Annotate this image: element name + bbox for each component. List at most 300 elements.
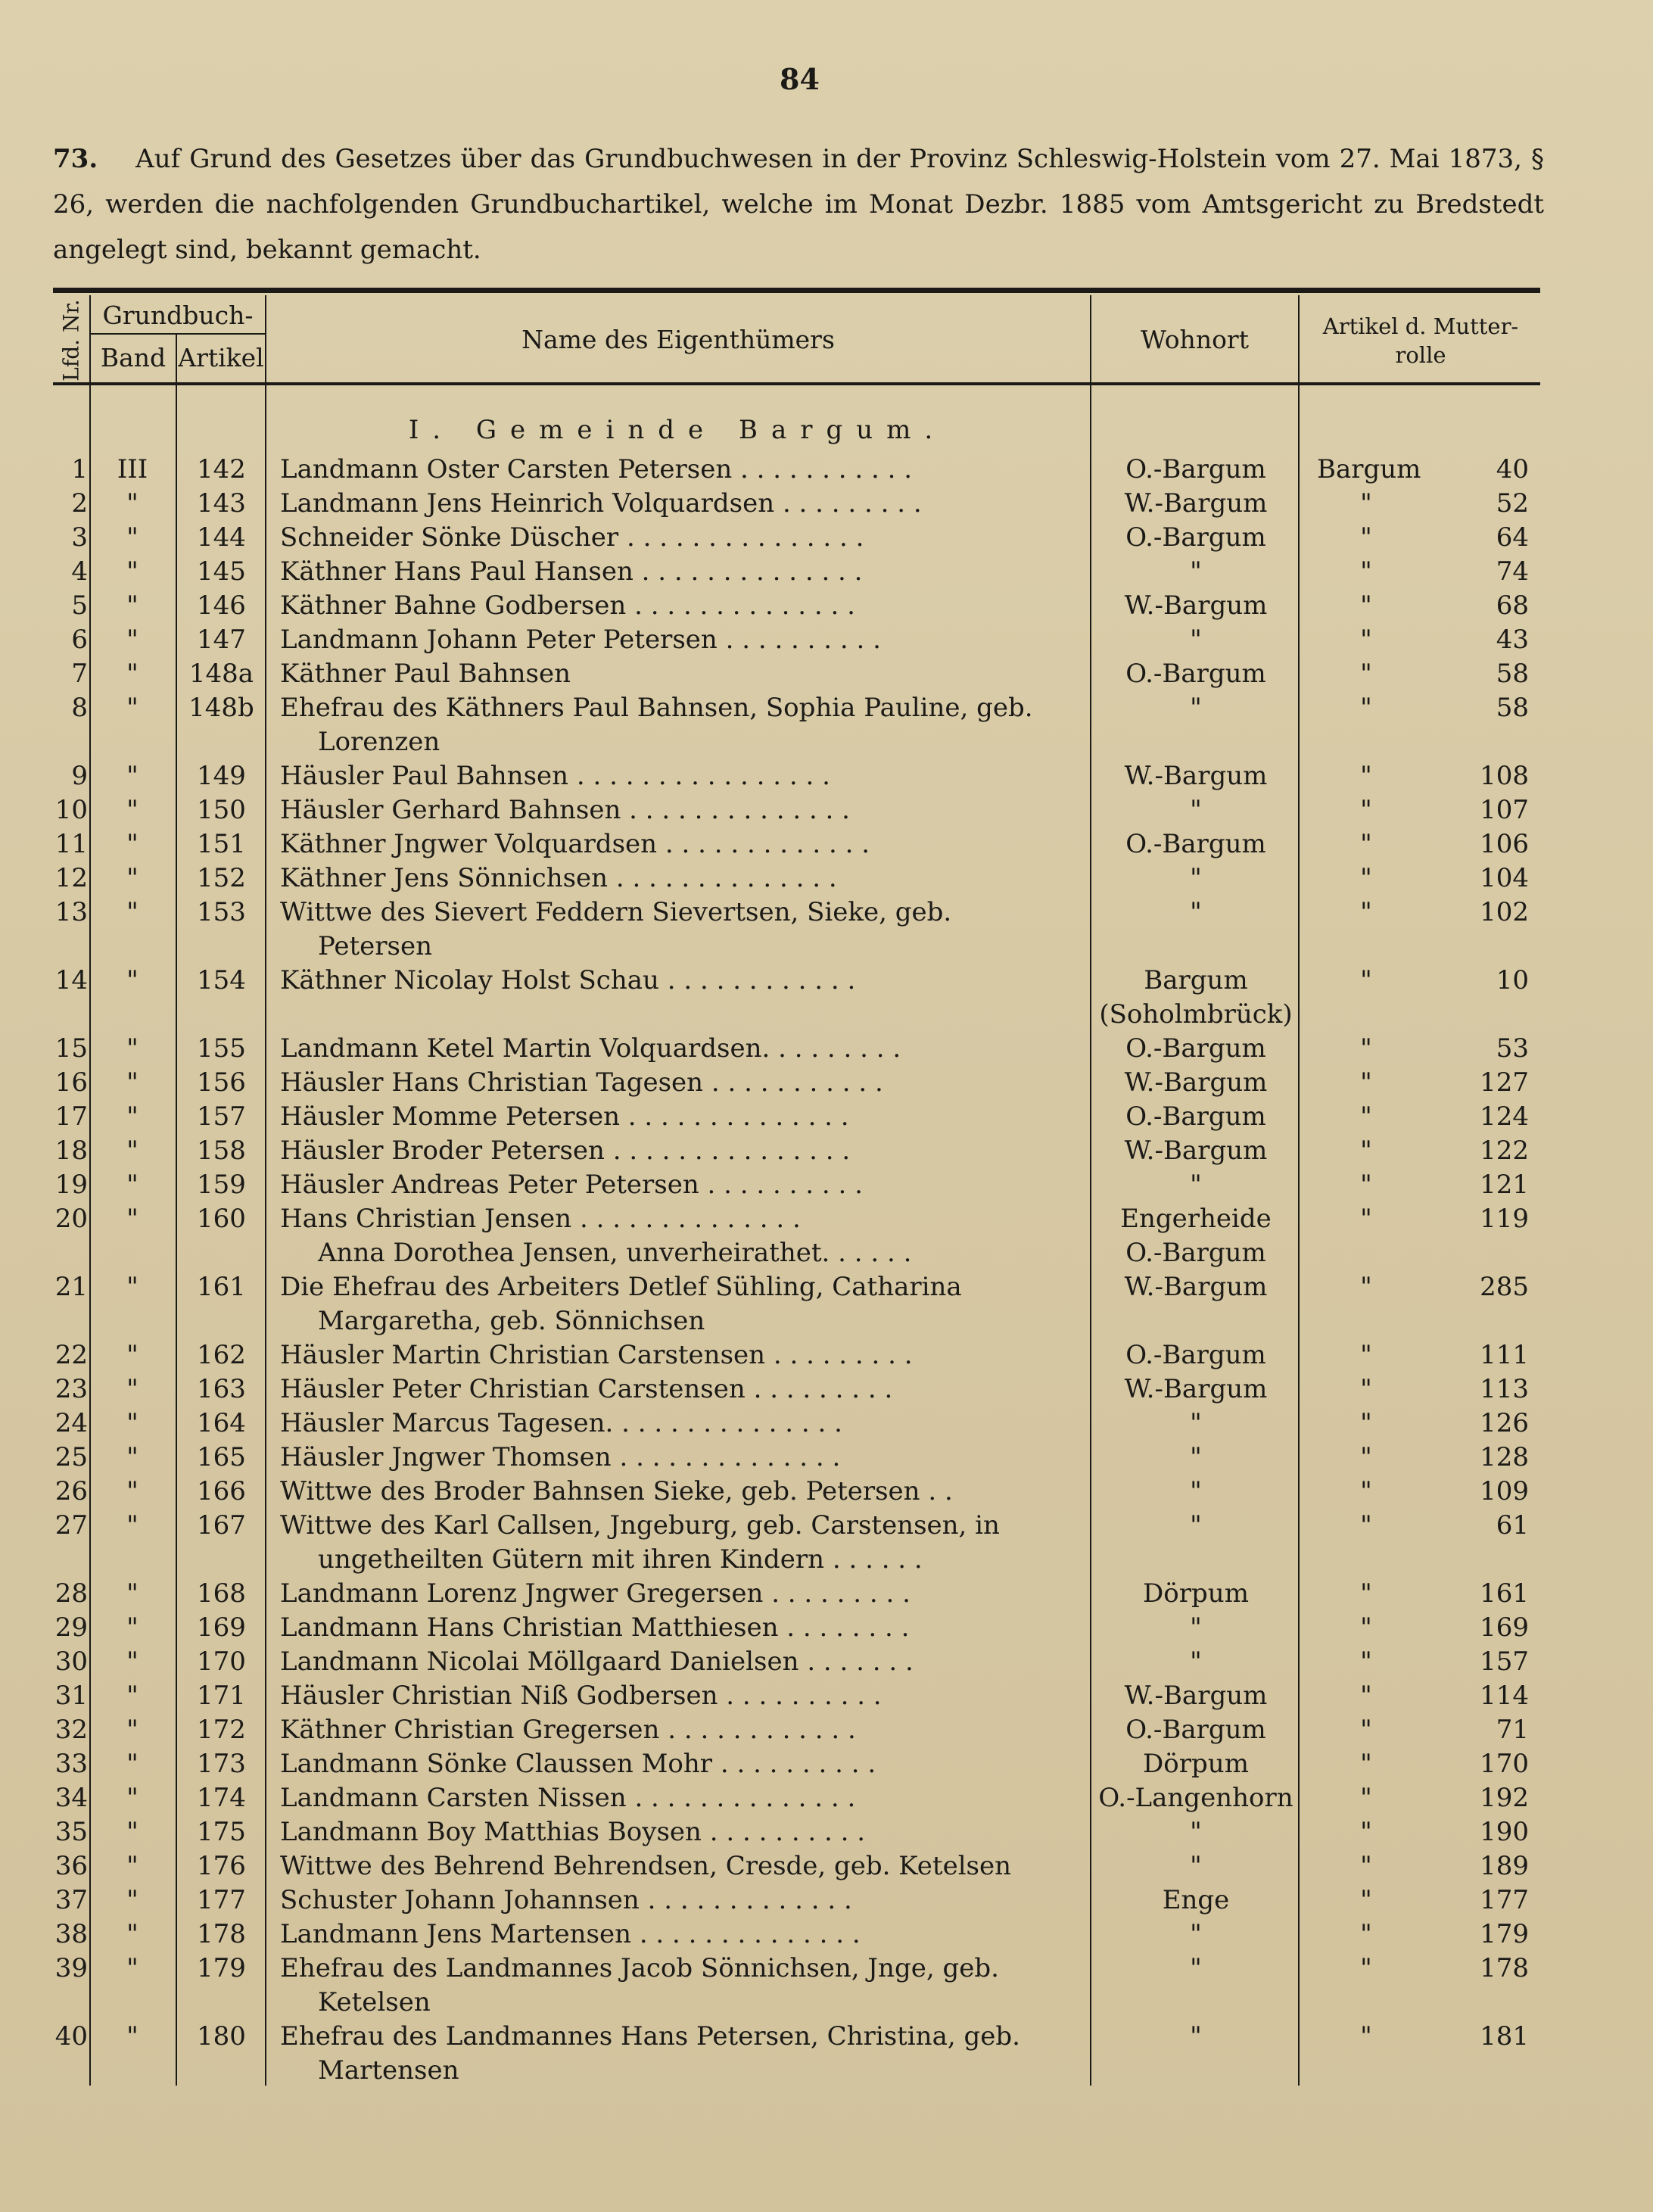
row-artikel: 159 bbox=[197, 1170, 246, 1200]
row-mutterrolle-place: " bbox=[1360, 829, 1372, 859]
wohnort-line: " bbox=[1190, 625, 1202, 655]
row-mutterrolle-number: 189 bbox=[1480, 1851, 1529, 1881]
row-wohnort bbox=[1094, 1168, 1298, 1202]
row-owner-name bbox=[280, 1747, 1086, 1781]
owner-name-line: Lorenzen bbox=[318, 727, 440, 757]
row-wohnort bbox=[1094, 1952, 1298, 1986]
owner-name-line: Schuster Johann Johannsen . . . . . . . . . . . . . bbox=[280, 1885, 852, 1915]
row-mutterrolle-place: " bbox=[1360, 1374, 1372, 1404]
wohnort-line: " bbox=[1190, 1170, 1202, 1200]
wohnort-line: " bbox=[1190, 1817, 1202, 1847]
row-wohnort bbox=[1094, 793, 1298, 827]
row-wohnort bbox=[1094, 1918, 1298, 1952]
row-artikel: 179 bbox=[197, 1953, 246, 1983]
table-row bbox=[0, 1134, 1653, 1168]
wohnort-line: " bbox=[1190, 693, 1202, 723]
table-row bbox=[0, 1815, 1653, 1849]
row-mutterrolle-number: 74 bbox=[1496, 556, 1529, 587]
wohnort-line: Dörpum bbox=[1143, 1749, 1249, 1779]
wohnort-line: W.-Bargum bbox=[1124, 488, 1268, 519]
row-number: 38 bbox=[54, 1919, 88, 1949]
row-number: 27 bbox=[54, 1510, 88, 1541]
row-number: 4 bbox=[71, 556, 88, 587]
row-number: 25 bbox=[54, 1442, 88, 1472]
row-band: " bbox=[126, 1783, 139, 1813]
owner-name-line: Landmann Sönke Claussen Mohr . . . . . . . . . . bbox=[280, 1749, 876, 1779]
row-owner-name bbox=[280, 793, 1086, 827]
wohnort-line: " bbox=[1190, 1408, 1202, 1438]
row-band: " bbox=[126, 1510, 139, 1541]
table-row bbox=[0, 1066, 1653, 1100]
row-number: 23 bbox=[54, 1374, 88, 1404]
row-wohnort bbox=[1094, 2020, 1298, 2054]
owner-name-line: Anna Dorothea Jensen, unverheirathet. . . . . . bbox=[318, 1238, 912, 1268]
row-band: " bbox=[126, 488, 139, 519]
row-owner-name bbox=[280, 487, 1086, 521]
owner-name-line: Landmann Oster Carsten Petersen . . . . . . . . . . . bbox=[280, 454, 913, 484]
row-mutterrolle-place: " bbox=[1360, 1783, 1372, 1813]
row-artikel: 166 bbox=[197, 1476, 246, 1506]
intro-paragraph bbox=[53, 136, 1544, 273]
row-mutterrolle-number: 40 bbox=[1496, 454, 1529, 484]
row-owner-name bbox=[280, 1134, 1086, 1168]
row-band: " bbox=[126, 1204, 139, 1234]
row-owner-name bbox=[280, 1952, 1086, 2020]
table-row bbox=[0, 793, 1653, 827]
row-wohnort bbox=[1094, 1713, 1298, 1747]
row-band: " bbox=[126, 1340, 139, 1370]
row-band: " bbox=[126, 1170, 139, 1200]
row-mutterrolle-place: " bbox=[1360, 488, 1372, 519]
owner-name-line: Landmann Jens Martensen . . . . . . . . . . . . . . bbox=[280, 1919, 861, 1949]
row-number: 12 bbox=[54, 863, 88, 893]
table-row bbox=[0, 1918, 1653, 1952]
row-artikel: 171 bbox=[197, 1681, 246, 1711]
row-owner-name bbox=[280, 589, 1086, 623]
row-mutterrolle-number: 122 bbox=[1480, 1136, 1529, 1166]
table-row bbox=[0, 2020, 1653, 2088]
row-wohnort bbox=[1094, 691, 1298, 725]
wohnort-line: O.-Bargum bbox=[1125, 1715, 1266, 1745]
row-mutterrolle-place: " bbox=[1360, 693, 1372, 723]
row-artikel: 180 bbox=[197, 2021, 246, 2052]
row-band: " bbox=[126, 1067, 139, 1098]
row-mutterrolle-place: " bbox=[1360, 897, 1372, 927]
table-row bbox=[0, 1372, 1653, 1407]
row-band: " bbox=[126, 1476, 139, 1506]
row-band: " bbox=[126, 1442, 139, 1472]
table-row bbox=[0, 1747, 1653, 1781]
row-artikel: 157 bbox=[197, 1101, 246, 1132]
table-row bbox=[0, 1679, 1653, 1713]
table-row bbox=[0, 896, 1653, 964]
owner-name-line: Häusler Broder Petersen . . . . . . . . . . . . . . . bbox=[280, 1136, 851, 1166]
row-band: " bbox=[126, 1681, 139, 1711]
row-wohnort bbox=[1094, 1679, 1298, 1713]
row-mutterrolle-number: 68 bbox=[1496, 590, 1529, 621]
row-mutterrolle-place: " bbox=[1360, 1476, 1372, 1506]
owner-name-line: Ehefrau des Landmannes Jacob Sönnichsen, Jnge, geb. bbox=[280, 1953, 999, 1983]
row-number: 10 bbox=[54, 795, 88, 825]
row-artikel: 172 bbox=[197, 1715, 246, 1745]
owner-name-line: Häusler Gerhard Bahnsen . . . . . . . . . . . . . . bbox=[280, 795, 850, 825]
owner-name-line: Ehefrau des Käthners Paul Bahnsen, Sophia Pauline, geb. bbox=[280, 693, 1033, 723]
row-number: 8 bbox=[71, 693, 88, 723]
table-row bbox=[0, 1407, 1653, 1441]
row-number: 31 bbox=[54, 1681, 88, 1711]
table-row bbox=[0, 555, 1653, 589]
table-row bbox=[0, 1168, 1653, 1202]
row-mutterrolle-number: 128 bbox=[1480, 1442, 1529, 1472]
table-row bbox=[0, 1032, 1653, 1066]
table-row bbox=[0, 1441, 1653, 1475]
owner-name-line: Häusler Andreas Peter Petersen . . . . . . . . . . bbox=[280, 1170, 863, 1200]
table-row bbox=[0, 1952, 1653, 2020]
row-number: 39 bbox=[54, 1953, 88, 1983]
row-wohnort bbox=[1094, 555, 1298, 589]
owner-name-line: Käthner Jngwer Volquardsen . . . . . . . . . . . . . bbox=[280, 829, 870, 859]
row-mutterrolle-place: " bbox=[1360, 1442, 1372, 1472]
owner-name-line: Käthner Jens Sönnichsen . . . . . . . . . . . . . . bbox=[280, 863, 837, 893]
row-wohnort bbox=[1094, 896, 1298, 930]
wohnort-line: Enge bbox=[1162, 1885, 1230, 1915]
row-mutterrolle-number: 104 bbox=[1480, 863, 1529, 893]
wohnort-line: " bbox=[1190, 1851, 1202, 1881]
header-lfd-nr: Lfd. Nr. bbox=[58, 298, 84, 382]
table-row bbox=[0, 1475, 1653, 1509]
row-artikel: 168 bbox=[197, 1578, 246, 1609]
owner-name-line: Petersen bbox=[318, 931, 432, 961]
row-artikel: 153 bbox=[197, 897, 246, 927]
row-mutterrolle-number: 64 bbox=[1496, 522, 1529, 553]
row-mutterrolle-number: 119 bbox=[1480, 1204, 1529, 1234]
row-band: " bbox=[126, 1715, 139, 1745]
wohnort-line: O.-Langenhorn bbox=[1098, 1783, 1293, 1813]
row-number: 9 bbox=[71, 761, 88, 791]
header-band: Band bbox=[100, 343, 167, 372]
row-mutterrolle-place: " bbox=[1360, 761, 1372, 791]
row-number: 29 bbox=[54, 1612, 88, 1643]
row-owner-name bbox=[280, 1338, 1086, 1372]
owner-name-line: Käthner Paul Bahnsen bbox=[280, 659, 571, 689]
row-mutterrolle-number: 53 bbox=[1496, 1033, 1529, 1064]
row-mutterrolle-number: 169 bbox=[1480, 1612, 1529, 1643]
header-grundbuch: Grundbuch- bbox=[102, 301, 254, 330]
header-mutterrolle-line1: Artikel d. Mutter- bbox=[1322, 313, 1519, 339]
owner-name-line: Landmann Boy Matthias Boysen . . . . . . . . . . bbox=[280, 1817, 866, 1847]
row-mutterrolle-number: 111 bbox=[1480, 1340, 1529, 1370]
row-band: " bbox=[126, 2021, 139, 2052]
table-row bbox=[0, 1202, 1653, 1270]
row-mutterrolle-place: " bbox=[1360, 1749, 1372, 1779]
row-owner-name bbox=[280, 1270, 1086, 1338]
row-number: 33 bbox=[54, 1749, 88, 1779]
table-row bbox=[0, 1577, 1653, 1611]
row-owner-name bbox=[280, 1168, 1086, 1202]
row-mutterrolle-number: 178 bbox=[1480, 1953, 1529, 1983]
row-artikel: 154 bbox=[197, 965, 246, 995]
row-band: " bbox=[126, 1919, 139, 1949]
row-number: 34 bbox=[54, 1783, 88, 1813]
row-band: " bbox=[126, 1749, 139, 1779]
row-wohnort bbox=[1094, 759, 1298, 793]
row-wohnort bbox=[1094, 964, 1298, 1032]
row-owner-name bbox=[280, 827, 1086, 861]
row-mutterrolle-number: 10 bbox=[1496, 965, 1529, 995]
row-mutterrolle-place: " bbox=[1360, 965, 1372, 995]
row-wohnort bbox=[1094, 1781, 1298, 1815]
row-band: " bbox=[126, 1953, 139, 1983]
owner-name-line: Hans Christian Jensen . . . . . . . . . . . . . . bbox=[280, 1204, 801, 1234]
wohnort-line: " bbox=[1190, 795, 1202, 825]
row-mutterrolle-number: 285 bbox=[1480, 1272, 1529, 1302]
row-mutterrolle-place: " bbox=[1360, 1170, 1372, 1200]
owner-name-line: Margaretha, geb. Sönnichsen bbox=[318, 1306, 705, 1336]
header-wohnort: Wohnort bbox=[1141, 325, 1249, 354]
row-number: 3 bbox=[71, 522, 88, 553]
row-wohnort bbox=[1094, 453, 1298, 487]
header-mutterrolle bbox=[1300, 303, 1542, 379]
owner-name-line: Schneider Sönke Düscher . . . . . . . . . . . . . . . bbox=[280, 522, 864, 553]
row-wohnort bbox=[1094, 1611, 1298, 1645]
table-row bbox=[0, 1883, 1653, 1918]
row-owner-name bbox=[280, 1100, 1086, 1134]
row-mutterrolle-number: 179 bbox=[1480, 1919, 1529, 1949]
wohnort-line: Engerheide bbox=[1120, 1204, 1272, 1234]
table-row bbox=[0, 1270, 1653, 1338]
wohnort-line: Dörpum bbox=[1143, 1578, 1249, 1609]
owner-name-line: Käthner Hans Paul Hansen . . . . . . . . . . . . . . bbox=[280, 556, 863, 587]
row-mutterrolle-place: " bbox=[1360, 1408, 1372, 1438]
grundbuch-header-divider bbox=[89, 333, 265, 335]
row-wohnort bbox=[1094, 1100, 1298, 1134]
owner-name-line: Wittwe des Sievert Feddern Sievertsen, Sieke, geb. bbox=[280, 897, 952, 927]
row-owner-name bbox=[280, 1679, 1086, 1713]
owner-name-line: Häusler Marcus Tagesen. . . . . . . . . . . . . . . bbox=[280, 1408, 842, 1438]
row-owner-name bbox=[280, 1781, 1086, 1815]
row-number: 40 bbox=[54, 2021, 88, 2052]
row-number: 22 bbox=[54, 1340, 88, 1370]
row-artikel: 151 bbox=[197, 829, 246, 859]
row-artikel: 144 bbox=[197, 522, 246, 553]
row-band: " bbox=[126, 590, 139, 621]
row-artikel: 165 bbox=[197, 1442, 246, 1472]
row-mutterrolle-number: 43 bbox=[1496, 625, 1529, 655]
row-artikel: 158 bbox=[197, 1136, 246, 1166]
row-mutterrolle-number: 106 bbox=[1480, 829, 1529, 859]
wohnort-line: " bbox=[1190, 1476, 1202, 1506]
table-row bbox=[0, 827, 1653, 861]
table-row bbox=[0, 487, 1653, 521]
table-row bbox=[0, 1713, 1653, 1747]
owner-name-line: Häusler Jngwer Thomsen . . . . . . . . . . . . . . bbox=[280, 1442, 841, 1472]
wohnort-line: " bbox=[1190, 1510, 1202, 1541]
row-band: " bbox=[126, 1578, 139, 1609]
row-mutterrolle-place: " bbox=[1360, 1953, 1372, 1983]
intro-number: 73. bbox=[53, 144, 98, 174]
row-artikel: 170 bbox=[197, 1647, 246, 1677]
row-owner-name bbox=[280, 453, 1086, 487]
table-row bbox=[0, 759, 1653, 793]
row-band: " bbox=[126, 625, 139, 655]
wohnort-line: " bbox=[1190, 1953, 1202, 1983]
row-mutterrolle-place: " bbox=[1360, 1136, 1372, 1166]
row-number: 7 bbox=[71, 659, 88, 689]
row-wohnort bbox=[1094, 589, 1298, 623]
table-row bbox=[0, 1645, 1653, 1679]
table-row bbox=[0, 964, 1653, 1032]
row-wohnort bbox=[1094, 1372, 1298, 1407]
row-number: 16 bbox=[54, 1067, 88, 1098]
row-mutterrolle-number: 113 bbox=[1480, 1374, 1529, 1404]
wohnort-line: W.-Bargum bbox=[1124, 590, 1268, 621]
row-number: 32 bbox=[54, 1715, 88, 1745]
table-row bbox=[0, 691, 1653, 759]
row-artikel: 178 bbox=[197, 1919, 246, 1949]
row-owner-name bbox=[280, 1918, 1086, 1952]
row-wohnort bbox=[1094, 1645, 1298, 1679]
row-owner-name bbox=[280, 2020, 1086, 2088]
row-band: " bbox=[126, 795, 139, 825]
owner-name-line: Martensen bbox=[318, 2055, 459, 2086]
table-row bbox=[0, 521, 1653, 555]
row-band: III bbox=[117, 454, 148, 484]
owner-name-line: Landmann Ketel Martin Volquardsen. . . . . . . . . bbox=[280, 1033, 901, 1064]
row-mutterrolle-number: 124 bbox=[1480, 1101, 1529, 1132]
row-number: 15 bbox=[54, 1033, 88, 1064]
row-band: " bbox=[126, 863, 139, 893]
row-mutterrolle-number: 71 bbox=[1496, 1715, 1529, 1745]
row-mutterrolle-number: 190 bbox=[1480, 1817, 1529, 1847]
row-number: 21 bbox=[54, 1272, 88, 1302]
row-wohnort bbox=[1094, 1849, 1298, 1883]
row-band: " bbox=[126, 659, 139, 689]
row-mutterrolle-number: 177 bbox=[1480, 1885, 1529, 1915]
row-number: 19 bbox=[54, 1170, 88, 1200]
wohnort-line: W.-Bargum bbox=[1124, 761, 1268, 791]
row-band: " bbox=[126, 1033, 139, 1064]
row-number: 11 bbox=[54, 829, 88, 859]
row-wohnort bbox=[1094, 1509, 1298, 1543]
owner-name-line: Landmann Hans Christian Matthiesen . . . . . . . . bbox=[280, 1612, 910, 1643]
intro-text: Auf Grund des Gesetzes über das Grundbuchwesen in der Provinz Schleswig-Holstein vom 27. Mai 1873, § 26, werden die nachfolgenden Grundbuchartikel, welche im Monat Dezbr. 1885 vom Amtsgericht zu Bredstedt angelegt sind, bekannt gemacht. bbox=[53, 144, 1544, 265]
row-artikel: 149 bbox=[197, 761, 246, 791]
row-number: 28 bbox=[54, 1578, 88, 1609]
row-owner-name bbox=[280, 1475, 1086, 1509]
table-row bbox=[0, 1509, 1653, 1577]
row-wohnort bbox=[1094, 623, 1298, 657]
owner-name-line: Landmann Lorenz Jngwer Gregersen . . . . . . . . . bbox=[280, 1578, 911, 1609]
row-band: " bbox=[126, 1647, 139, 1677]
row-mutterrolle-number: 126 bbox=[1480, 1408, 1529, 1438]
row-band: " bbox=[126, 1101, 139, 1132]
row-owner-name bbox=[280, 1645, 1086, 1679]
row-mutterrolle-number: 127 bbox=[1480, 1067, 1529, 1098]
row-owner-name bbox=[280, 896, 1086, 964]
row-band: " bbox=[126, 761, 139, 791]
owner-name-line: Ketelsen bbox=[318, 1987, 431, 2017]
row-mutterrolle-place: " bbox=[1360, 1101, 1372, 1132]
row-mutterrolle-number: 108 bbox=[1480, 761, 1529, 791]
row-mutterrolle-number: 161 bbox=[1480, 1578, 1529, 1609]
row-mutterrolle-number: 170 bbox=[1480, 1749, 1529, 1779]
row-owner-name bbox=[280, 1202, 1086, 1270]
owner-name-line: Häusler Paul Bahnsen . . . . . . . . . . . . . . . . bbox=[280, 761, 830, 791]
row-band: " bbox=[126, 1885, 139, 1915]
row-wohnort bbox=[1094, 1407, 1298, 1441]
row-number: 20 bbox=[54, 1204, 88, 1234]
row-artikel: 145 bbox=[197, 556, 246, 587]
owner-name-line: Landmann Jens Heinrich Volquardsen . . . . . . . . . bbox=[280, 488, 922, 519]
row-owner-name bbox=[280, 1372, 1086, 1407]
wohnort-line: " bbox=[1190, 1647, 1202, 1677]
wohnort-line: " bbox=[1190, 1442, 1202, 1472]
row-number: 26 bbox=[54, 1476, 88, 1506]
row-band: " bbox=[126, 1817, 139, 1847]
row-mutterrolle-place: " bbox=[1360, 1647, 1372, 1677]
row-mutterrolle-place: " bbox=[1360, 863, 1372, 893]
row-owner-name bbox=[280, 657, 1086, 691]
row-mutterrolle-place: " bbox=[1360, 522, 1372, 553]
table-row bbox=[0, 1849, 1653, 1883]
wohnort-line: O.-Bargum bbox=[1125, 829, 1266, 859]
row-mutterrolle-place: Bargum bbox=[1317, 454, 1421, 484]
row-artikel: 152 bbox=[197, 863, 246, 893]
row-wohnort bbox=[1094, 1815, 1298, 1849]
row-mutterrolle-number: 114 bbox=[1480, 1681, 1529, 1711]
wohnort-line: W.-Bargum bbox=[1124, 1067, 1268, 1098]
row-artikel: 176 bbox=[197, 1851, 246, 1881]
owner-name-line: Landmann Nicolai Möllgaard Danielsen . . . . . . . bbox=[280, 1647, 914, 1677]
row-wohnort bbox=[1094, 861, 1298, 896]
owner-name-line: Häusler Peter Christian Carstensen . . . . . . . . . bbox=[280, 1374, 893, 1404]
row-mutterrolle-place: " bbox=[1360, 1204, 1372, 1234]
row-mutterrolle-place: " bbox=[1360, 590, 1372, 621]
row-band: " bbox=[126, 829, 139, 859]
row-wohnort bbox=[1094, 487, 1298, 521]
row-mutterrolle-place: " bbox=[1360, 1340, 1372, 1370]
table-row bbox=[0, 1781, 1653, 1815]
owner-name-line: Häusler Christian Niß Godbersen . . . . . . . . . . bbox=[280, 1681, 882, 1711]
wohnort-line: O.-Bargum bbox=[1125, 1033, 1266, 1064]
row-owner-name bbox=[280, 1066, 1086, 1100]
row-wohnort bbox=[1094, 521, 1298, 555]
row-owner-name bbox=[280, 1849, 1086, 1883]
row-owner-name bbox=[280, 1611, 1086, 1645]
row-band: " bbox=[126, 897, 139, 927]
table-row bbox=[0, 657, 1653, 691]
row-artikel: 162 bbox=[197, 1340, 246, 1370]
row-mutterrolle-number: 58 bbox=[1496, 659, 1529, 689]
wohnort-line: O.-Bargum bbox=[1125, 1101, 1266, 1132]
header-top-rule bbox=[53, 288, 1540, 293]
row-band: " bbox=[126, 556, 139, 587]
row-artikel: 160 bbox=[197, 1204, 246, 1234]
row-number: 24 bbox=[54, 1408, 88, 1438]
row-artikel: 167 bbox=[197, 1510, 246, 1541]
row-mutterrolle-place: " bbox=[1360, 1510, 1372, 1541]
table-row bbox=[0, 1338, 1653, 1372]
wohnort-line: W.-Bargum bbox=[1124, 1374, 1268, 1404]
wohnort-line: O.-Bargum bbox=[1125, 454, 1266, 484]
wohnort-line: " bbox=[1190, 2021, 1202, 2052]
row-artikel: 175 bbox=[197, 1817, 246, 1847]
wohnort-line: W.-Bargum bbox=[1124, 1272, 1268, 1302]
owner-name-line: Käthner Christian Gregersen . . . . . . . . . . . . bbox=[280, 1715, 856, 1745]
row-mutterrolle-number: 109 bbox=[1480, 1476, 1529, 1506]
row-mutterrolle-place: " bbox=[1360, 625, 1372, 655]
row-mutterrolle-number: 58 bbox=[1496, 693, 1529, 723]
